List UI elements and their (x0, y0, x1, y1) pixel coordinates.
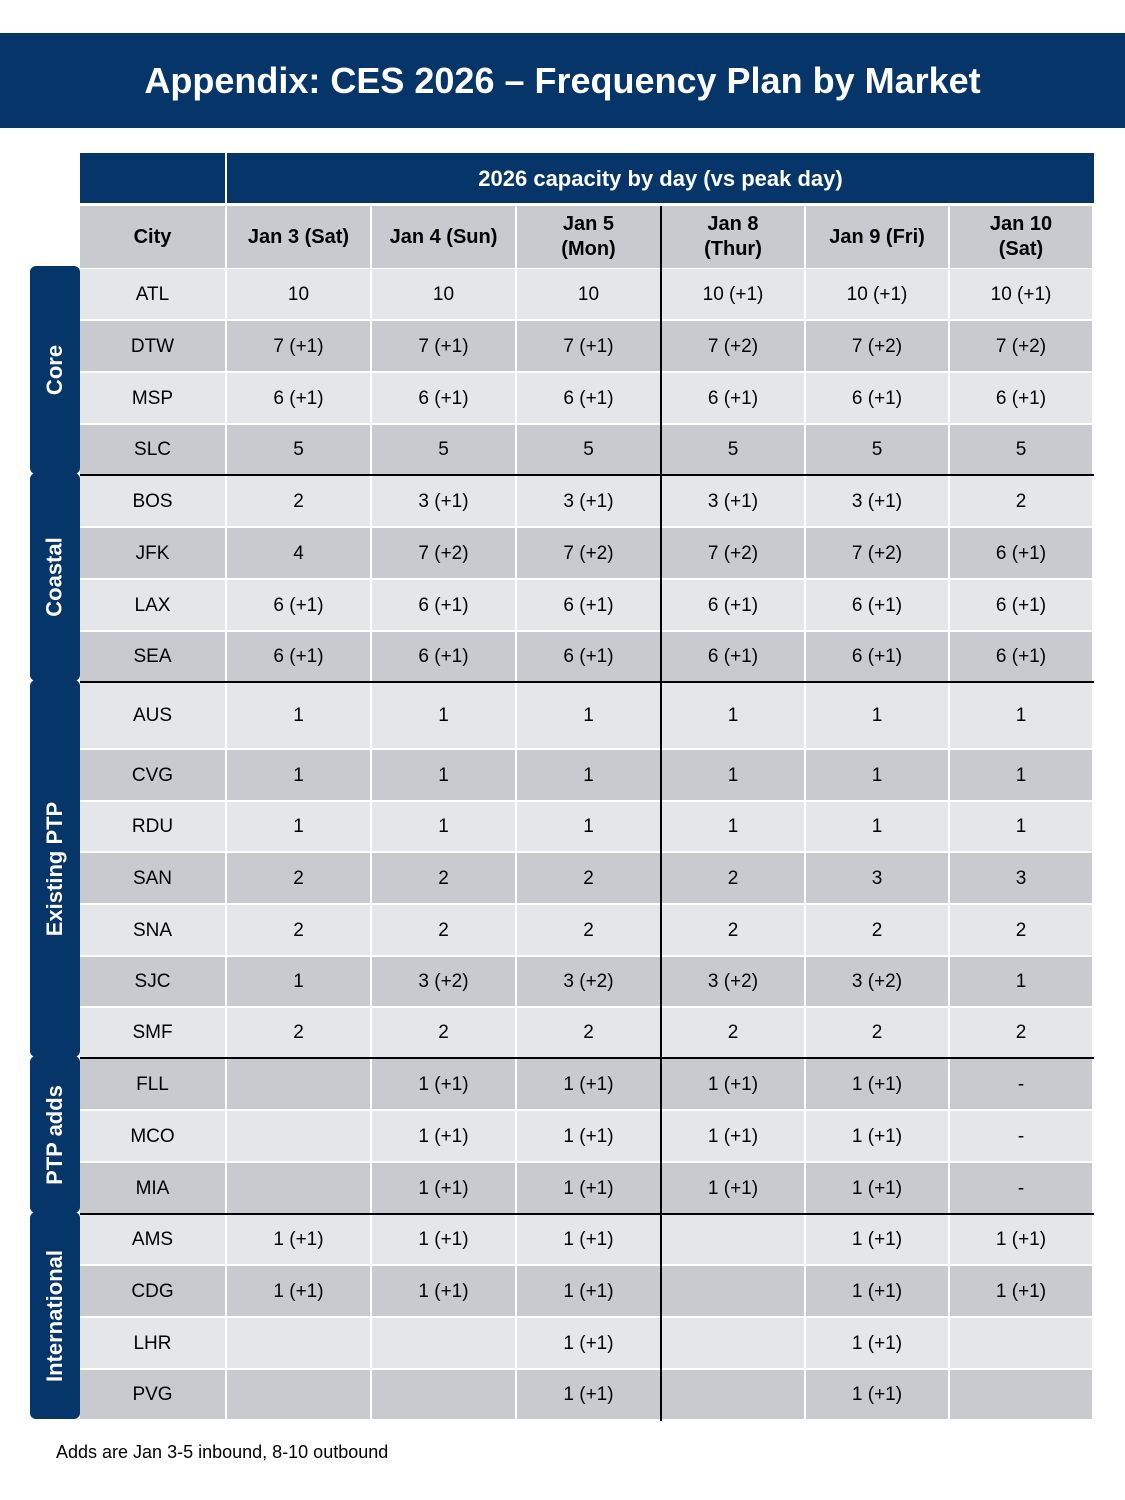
capacity-cell: 6 (+1) (517, 373, 660, 423)
city-cell: SAN (80, 853, 225, 903)
capacity-cell: 1 (+1) (517, 1215, 660, 1264)
capacity-cell: 7 (+2) (662, 321, 804, 371)
capacity-super-header: 2026 capacity by day (vs peak day) (227, 153, 1094, 203)
column-header-day: Jan 3 (Sat) (227, 206, 370, 268)
capacity-cell: 1 (950, 750, 1092, 800)
column-header-day: Jan 8 (Thur) (662, 206, 804, 268)
city-cell: MCO (80, 1111, 225, 1161)
capacity-cell: 1 (+1) (372, 1059, 515, 1109)
capacity-cell: 2 (806, 905, 948, 955)
group-divider (80, 681, 1094, 683)
capacity-cell: 6 (+1) (950, 373, 1092, 423)
capacity-cell: 1 (+1) (372, 1215, 515, 1264)
footnote: Adds are Jan 3-5 inbound, 8-10 outbound (56, 1442, 389, 1462)
capacity-cell: 1 (950, 957, 1092, 1006)
capacity-cell: 7 (+1) (517, 321, 660, 371)
capacity-cell: 7 (+2) (950, 321, 1092, 371)
capacity-cell: 6 (+1) (662, 373, 804, 423)
capacity-cell: - (950, 1111, 1092, 1161)
group-label-text: Core (42, 344, 67, 396)
capacity-cell: 3 (+1) (372, 476, 515, 526)
capacity-cell (227, 1111, 370, 1161)
capacity-cell: 2 (227, 1008, 370, 1057)
capacity-cell: 6 (+1) (517, 632, 660, 681)
column-header-city: City (80, 206, 225, 268)
capacity-cell: 1 (+1) (517, 1059, 660, 1109)
capacity-cell: 1 (+1) (950, 1266, 1092, 1316)
capacity-cell: 2 (950, 1008, 1092, 1057)
capacity-cell: 1 (+1) (806, 1111, 948, 1161)
capacity-cell: 4 (227, 528, 370, 578)
capacity-cell: 6 (+1) (372, 373, 515, 423)
page-title: Appendix: CES 2026 – Frequency Plan by Market (0, 33, 1125, 128)
group-label (30, 266, 80, 474)
capacity-cell: - (950, 1163, 1092, 1213)
capacity-cell: 10 (+1) (662, 269, 804, 319)
capacity-cell: 6 (+1) (806, 373, 948, 423)
capacity-cell: 1 (+1) (227, 1266, 370, 1316)
capacity-cell: 3 (+2) (806, 957, 948, 1006)
capacity-cell: 5 (950, 425, 1092, 474)
capacity-cell: 6 (+1) (227, 373, 370, 423)
city-cell: JFK (80, 528, 225, 578)
capacity-cell: 6 (+1) (806, 580, 948, 630)
capacity-cell: 3 (+1) (662, 476, 804, 526)
city-cell: FLL (80, 1059, 225, 1109)
capacity-cell (227, 1370, 370, 1419)
capacity-cell: 2 (950, 476, 1092, 526)
capacity-cell: 1 (+1) (517, 1318, 660, 1368)
capacity-cell: 2 (372, 1008, 515, 1057)
group-divider (80, 1057, 1094, 1059)
city-cell: MIA (80, 1163, 225, 1213)
capacity-cell: 7 (+2) (372, 528, 515, 578)
city-cell: SNA (80, 905, 225, 955)
capacity-cell: 2 (517, 905, 660, 955)
capacity-cell: 3 (+2) (517, 957, 660, 1006)
capacity-cell: 10 (+1) (950, 269, 1092, 319)
city-cell: ATL (80, 269, 225, 319)
city-cell: SMF (80, 1008, 225, 1057)
capacity-cell: 3 (806, 853, 948, 903)
capacity-cell: 6 (+1) (806, 632, 948, 681)
capacity-cell: 5 (806, 425, 948, 474)
capacity-cell: 2 (662, 905, 804, 955)
capacity-cell: 10 (372, 269, 515, 319)
capacity-cell: 5 (517, 425, 660, 474)
capacity-cell: 7 (+1) (372, 321, 515, 371)
capacity-cell: 1 (950, 802, 1092, 851)
capacity-cell: 1 (+1) (517, 1111, 660, 1161)
capacity-cell: 7 (+2) (662, 528, 804, 578)
city-cell: AMS (80, 1215, 225, 1264)
capacity-cell: 1 (+1) (517, 1370, 660, 1419)
column-header-day: Jan 9 (Fri) (806, 206, 948, 268)
capacity-cell: 7 (+2) (806, 321, 948, 371)
city-cell: AUS (80, 683, 225, 748)
capacity-cell: 3 (+1) (517, 476, 660, 526)
capacity-cell: 2 (662, 853, 804, 903)
capacity-cell: 1 (806, 802, 948, 851)
group-label (30, 1056, 80, 1213)
capacity-cell: 1 (+1) (372, 1163, 515, 1213)
city-cell: LAX (80, 580, 225, 630)
capacity-cell (227, 1163, 370, 1213)
city-cell: SJC (80, 957, 225, 1006)
capacity-cell: 1 (662, 750, 804, 800)
capacity-cell: 1 (+1) (806, 1215, 948, 1264)
capacity-cell: 1 (662, 683, 804, 748)
capacity-cell: 2 (517, 1008, 660, 1057)
capacity-cell: 1 (227, 802, 370, 851)
city-cell: MSP (80, 373, 225, 423)
city-cell: CVG (80, 750, 225, 800)
capacity-cell: 1 (227, 957, 370, 1006)
city-cell: DTW (80, 321, 225, 371)
capacity-cell: 1 (+1) (806, 1163, 948, 1213)
capacity-cell: 5 (227, 425, 370, 474)
capacity-cell (372, 1318, 515, 1368)
capacity-cell: 5 (372, 425, 515, 474)
group-divider (80, 474, 1094, 476)
capacity-cell: 1 (+1) (227, 1215, 370, 1264)
group-label-text: International (42, 1249, 68, 1382)
capacity-cell: 2 (227, 853, 370, 903)
capacity-cell: 1 (+1) (806, 1318, 948, 1368)
column-header-day: Jan 5 (Mon) (517, 206, 660, 268)
capacity-cell: 1 (806, 750, 948, 800)
capacity-cell: 10 (227, 269, 370, 319)
group-label-text: PTP adds (42, 1084, 68, 1185)
capacity-cell: 1 (+1) (517, 1266, 660, 1316)
capacity-cell (950, 1370, 1092, 1419)
city-cell: PVG (80, 1370, 225, 1419)
capacity-cell (227, 1318, 370, 1368)
capacity-cell: 3 (+1) (806, 476, 948, 526)
capacity-cell: 1 (+1) (372, 1111, 515, 1161)
capacity-cell: 1 (+1) (662, 1059, 804, 1109)
city-cell: LHR (80, 1318, 225, 1368)
capacity-cell: 1 (+1) (517, 1163, 660, 1213)
capacity-cell: 2 (517, 853, 660, 903)
capacity-cell: 1 (227, 750, 370, 800)
capacity-cell: 10 (517, 269, 660, 319)
capacity-cell: 1 (+1) (950, 1215, 1092, 1264)
capacity-cell: 10 (+1) (806, 269, 948, 319)
capacity-cell: 6 (+1) (372, 632, 515, 681)
capacity-cell: 2 (806, 1008, 948, 1057)
group-divider (80, 1213, 1094, 1215)
capacity-cell: 1 (+1) (372, 1266, 515, 1316)
city-cell: RDU (80, 802, 225, 851)
capacity-cell: 1 (+1) (806, 1059, 948, 1109)
city-cell: BOS (80, 476, 225, 526)
capacity-cell: 6 (+1) (950, 580, 1092, 630)
capacity-cell: 6 (+1) (517, 580, 660, 630)
capacity-cell (950, 1318, 1092, 1368)
capacity-cell: 2 (372, 853, 515, 903)
capacity-cell (372, 1370, 515, 1419)
capacity-cell: 6 (+1) (372, 580, 515, 630)
capacity-cell: 1 (662, 802, 804, 851)
city-cell: SLC (80, 425, 225, 474)
capacity-cell (662, 1318, 804, 1368)
group-label (30, 473, 80, 681)
group-label (30, 680, 80, 1057)
column-header-day: Jan 10 (Sat) (950, 206, 1092, 268)
capacity-cell: 3 (+2) (372, 957, 515, 1006)
group-label (30, 1212, 80, 1419)
capacity-cell: 1 (806, 683, 948, 748)
capacity-cell: 2 (227, 476, 370, 526)
capacity-cell: - (950, 1059, 1092, 1109)
capacity-cell (662, 1215, 804, 1264)
capacity-cell (662, 1370, 804, 1419)
group-label-text: Coastal (42, 537, 68, 617)
capacity-cell: 1 (227, 683, 370, 748)
city-cell: CDG (80, 1266, 225, 1316)
capacity-cell: 1 (+1) (662, 1163, 804, 1213)
capacity-cell: 1 (372, 683, 515, 748)
capacity-cell: 6 (+1) (227, 632, 370, 681)
capacity-cell: 3 (+2) (662, 957, 804, 1006)
group-label-text: Existing PTP (42, 801, 68, 936)
capacity-cell: 1 (+1) (806, 1370, 948, 1419)
inbound-outbound-divider (660, 206, 662, 1421)
capacity-cell: 7 (+2) (517, 528, 660, 578)
header-corner (80, 153, 225, 203)
capacity-cell: 6 (+1) (662, 580, 804, 630)
capacity-cell: 1 (517, 802, 660, 851)
capacity-cell: 1 (372, 802, 515, 851)
capacity-cell: 6 (+1) (950, 528, 1092, 578)
capacity-cell: 7 (+2) (806, 528, 948, 578)
capacity-cell: 2 (372, 905, 515, 955)
capacity-cell: 7 (+1) (227, 321, 370, 371)
capacity-cell (662, 1266, 804, 1316)
capacity-cell: 2 (227, 905, 370, 955)
capacity-cell (227, 1059, 370, 1109)
capacity-cell: 1 (950, 683, 1092, 748)
capacity-cell: 1 (+1) (806, 1266, 948, 1316)
capacity-cell: 2 (662, 1008, 804, 1057)
capacity-cell: 3 (950, 853, 1092, 903)
capacity-cell: 6 (+1) (662, 632, 804, 681)
city-cell: SEA (80, 632, 225, 681)
capacity-cell: 5 (662, 425, 804, 474)
capacity-cell: 6 (+1) (950, 632, 1092, 681)
column-header-day: Jan 4 (Sun) (372, 206, 515, 268)
capacity-cell: 2 (950, 905, 1092, 955)
capacity-cell: 6 (+1) (227, 580, 370, 630)
capacity-cell: 1 (517, 683, 660, 748)
capacity-cell: 1 (517, 750, 660, 800)
capacity-cell: 1 (+1) (662, 1111, 804, 1161)
capacity-cell: 1 (372, 750, 515, 800)
